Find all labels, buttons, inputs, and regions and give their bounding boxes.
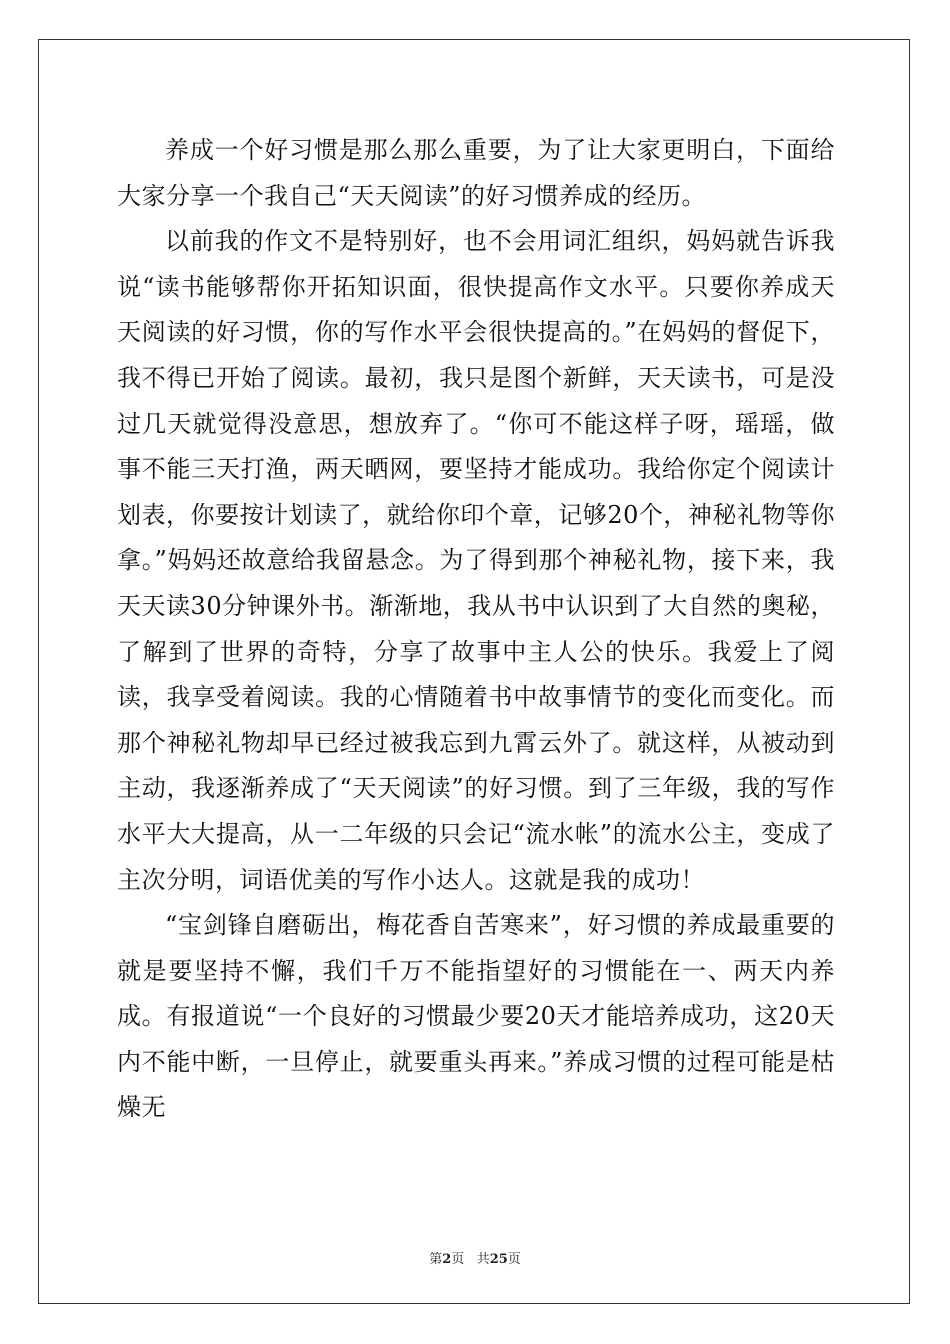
total-pages: 25 bbox=[489, 1252, 508, 1267]
page-footer bbox=[0, 1248, 950, 1267]
paragraph-2: 以前我的作文不是特别好，也不会用词汇组织，妈妈就告诉我说“读书能够帮你开拓知识面，很快提高作文水平。只要你养成天天阅读的好习惯，你的写作水平会很快提高的。”在妈妈的督促下，我不得已开始了阅读。最初，我只是图个新鲜，天天读书，可是没过几天就觉得没意思，想放弃了。“你可不能这样子呀，瑶瑶，做事不能三天打渔，两天晒网，要坚持才能成功。我给你定个阅读计划表，你要按计划读了，就给你印个章，记够20个，神秘礼物等你拿。”妈妈还故意给我留悬念。为了得到那个神秘礼物，接下来，我天天读30分钟课外书。渐渐地，我从书中认识到了大自然的奥秘，了解到了世界的奇特，分享了故事中主人公的快乐。我爱上了阅读，我享受着阅读。我的心情随着书中故事情节的变化而变化。而那个神秘礼物却早已经过被我忘到九霄云外了。就这样，从被动到主动，我逐渐养成了“天天阅读”的好习惯。到了三年级，我的写作水平大大提高，从一二年级的只会记“流水帐”的流水公主，变成了主次分明，词语优美的写作小达人。这就是我的成功！ bbox=[117, 227, 835, 894]
page-suffix: 页 bbox=[451, 1252, 465, 1267]
total-suffix: 页 bbox=[507, 1252, 521, 1267]
total-prefix: 共 bbox=[476, 1252, 490, 1267]
page-prefix: 第 bbox=[429, 1252, 443, 1267]
document-body bbox=[117, 128, 835, 1131]
current-page-number: 2 bbox=[442, 1252, 452, 1267]
paragraph-3: “宝剑锋自磨砺出，梅花香自苦寒来”，好习惯的养成最重要的就是要坚持不懈，我们千万不能指望好的习惯能在一、两天内养成。有报道说“一个良好的习惯最少要20天才能培养成功，这20天内不能中断，一旦停止，就要重头再来。”养成习惯的过程可能是枯燥无 bbox=[117, 911, 835, 1122]
paragraph-1: 养成一个好习惯是那么那么重要，为了让大家更明白，下面给大家分享一个我自己“天天阅读”的好习惯养成的经历。 bbox=[117, 136, 835, 210]
